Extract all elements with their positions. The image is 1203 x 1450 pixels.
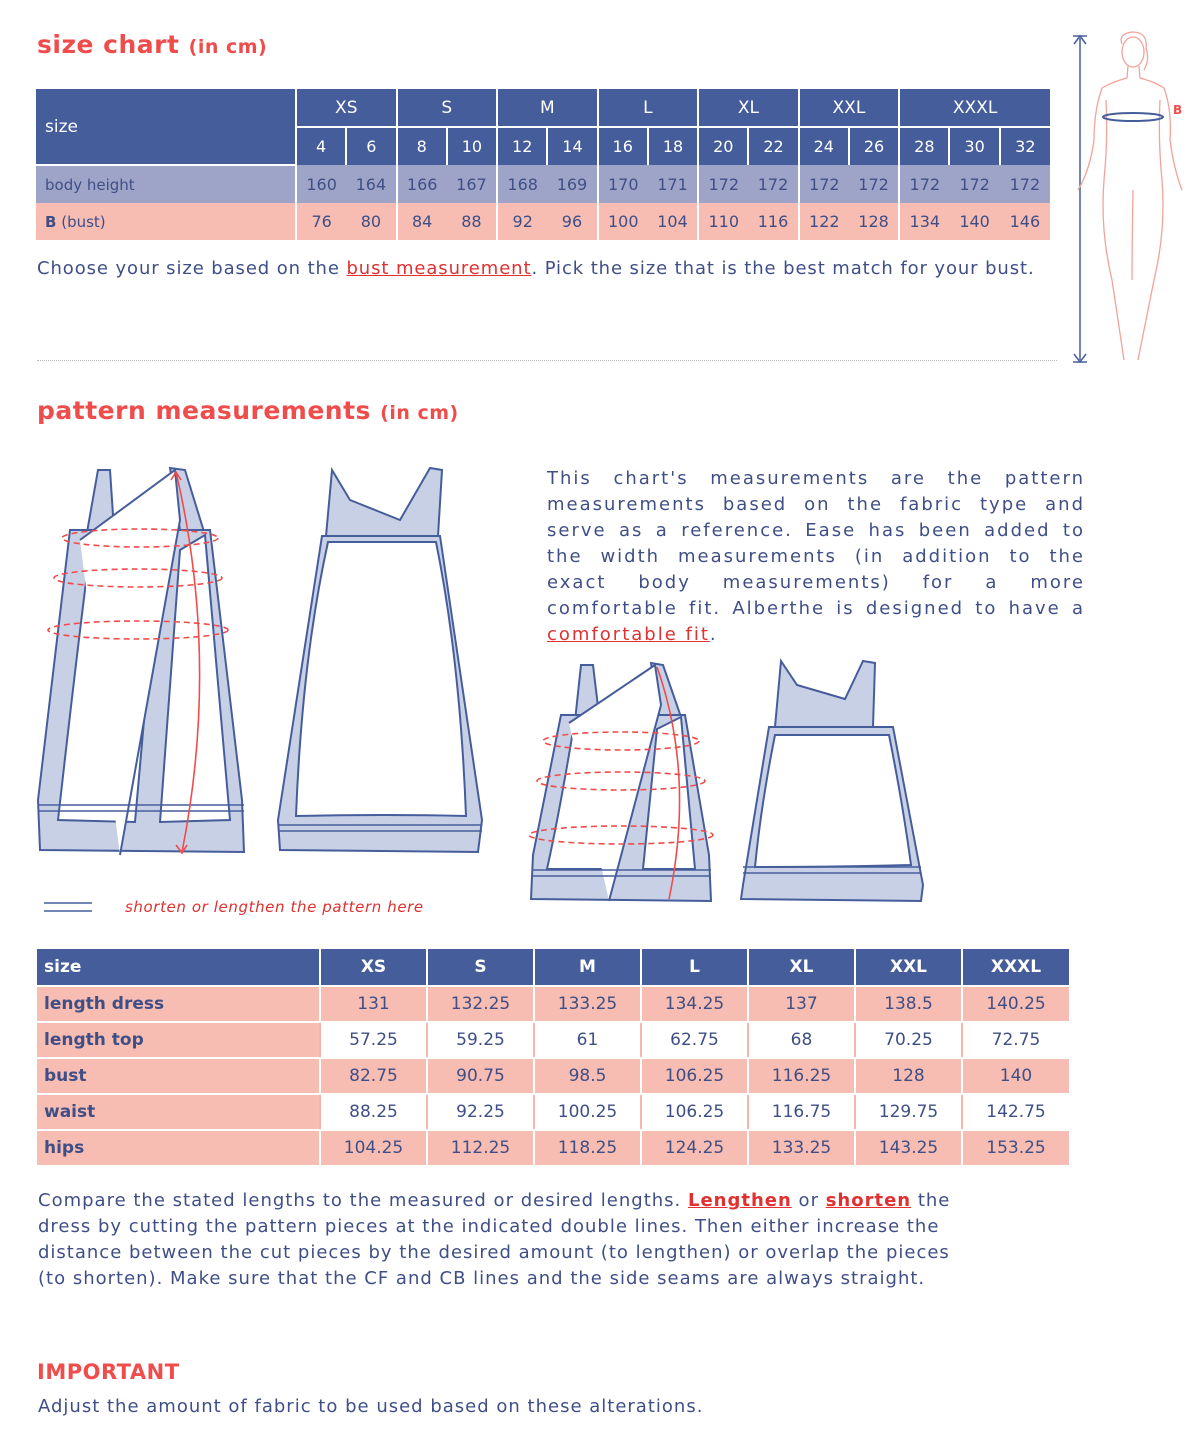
pattern-description: This chart's measurements are the pattern measurements based on the fabric type and serve as a reference. Ease has been added to the width measurements (in addition to the exact body measurements) for a more comfortable fit. Alberthe is designed to have a comfortable fit.	[547, 468, 1085, 645]
important-text: Adjust the amount of fabric to be used based on these alterations.	[38, 1396, 704, 1417]
cell: 90.75	[427, 1058, 534, 1094]
cell: 92	[497, 203, 547, 240]
size-number: 12	[497, 127, 547, 165]
cell: 172	[949, 165, 999, 203]
cell: 129.75	[855, 1094, 962, 1130]
bust-measurement-link[interactable]: bust measurement	[346, 258, 532, 279]
instructions-paragraph: Compare the stated lengths to the measured or desired lengths. Lengthen or shorten the dress by cutting the pattern pieces at the indicated double lines. Then either increase the distance between the cut pieces by the desired amount (to lengthen) or overlap the pieces (to shorten). Make sure that the CF and CB lines and the side seams are always straight.	[38, 1190, 951, 1289]
cell: 116	[748, 203, 798, 240]
cell: 84	[397, 203, 447, 240]
cell: 92.25	[427, 1094, 534, 1130]
body-figure	[1060, 30, 1195, 370]
top-back-illustration	[735, 655, 930, 905]
bust-line	[1103, 113, 1163, 121]
important-heading: IMPORTANT	[37, 1360, 180, 1384]
cell: 98.5	[534, 1058, 641, 1094]
cell: 88.25	[320, 1094, 427, 1130]
row-label: body height	[36, 165, 296, 203]
cell: 133.25	[534, 986, 641, 1022]
size-group-header: XXL	[799, 89, 900, 127]
cell: 140	[962, 1058, 1069, 1094]
cell: 172	[748, 165, 798, 203]
size-chart-note: Choose your size based on the bust measurement. Pick the size that is the best match for your bust.	[37, 258, 1035, 279]
table-row	[37, 1058, 1069, 1094]
cell: 166	[397, 165, 447, 203]
shorten-link[interactable]: shorten	[825, 1190, 912, 1211]
table-row	[37, 986, 1069, 1022]
cell: 140.25	[962, 986, 1069, 1022]
size-number: 16	[598, 127, 648, 165]
size-group-header: XS	[296, 89, 397, 127]
cell: 62.75	[641, 1022, 748, 1058]
size-number: 18	[648, 127, 698, 165]
double-line-icon	[44, 898, 94, 918]
size-header: XS	[320, 949, 427, 986]
cell: 164	[346, 165, 396, 203]
cell: 100	[598, 203, 648, 240]
cell: 118.25	[534, 1130, 641, 1166]
size-number: 22	[748, 127, 798, 165]
size-number: 30	[949, 127, 999, 165]
cell: 106.25	[641, 1058, 748, 1094]
bust-figure-label: B	[1173, 103, 1183, 117]
cell: 104.25	[320, 1130, 427, 1166]
size-group-header: XXXL	[899, 89, 1050, 127]
cell: 138.5	[855, 986, 962, 1022]
row-label: hips	[37, 1130, 320, 1166]
pattern-measurements-table	[37, 949, 1069, 1167]
cell: 172	[698, 165, 748, 203]
cell: 61	[534, 1022, 641, 1058]
table-row	[37, 1130, 1069, 1166]
size-number: 26	[849, 127, 899, 165]
cell: 142.75	[962, 1094, 1069, 1130]
size-chart-title: size chart (in cm)	[37, 30, 268, 59]
pattern-title: pattern measurements (in cm)	[37, 396, 459, 425]
cell: 70.25	[855, 1022, 962, 1058]
size-header: L	[641, 949, 748, 986]
cell: 57.25	[320, 1022, 427, 1058]
cell: 134	[899, 203, 949, 240]
size-number: 6	[346, 127, 396, 165]
cell: 106.25	[641, 1094, 748, 1130]
size-header: XL	[748, 949, 855, 986]
cell: 112.25	[427, 1130, 534, 1166]
cell: 153.25	[962, 1130, 1069, 1166]
cell: 133.25	[748, 1130, 855, 1166]
cell: 88	[447, 203, 497, 240]
cell: 124.25	[641, 1130, 748, 1166]
row-label: bust	[37, 1058, 320, 1094]
size-number: 14	[547, 127, 597, 165]
bust-row	[36, 203, 1050, 240]
cell: 80	[346, 203, 396, 240]
size-number: 28	[899, 127, 949, 165]
cell: 116.75	[748, 1094, 855, 1130]
cell: 131	[320, 986, 427, 1022]
size-header: M	[534, 949, 641, 986]
legend-text: shorten or lengthen the pattern here	[125, 898, 424, 916]
row-label: length dress	[37, 986, 320, 1022]
size-header: XXXL	[962, 949, 1069, 986]
top-front-illustration	[525, 655, 720, 905]
cell: 167	[447, 165, 497, 203]
dress-front-illustration	[30, 460, 260, 860]
comfortable-fit-link[interactable]: comfortable fit	[547, 624, 710, 645]
size-header: S	[427, 949, 534, 986]
cell: 59.25	[427, 1022, 534, 1058]
cell: 169	[547, 165, 597, 203]
table-header	[37, 949, 1069, 986]
cell: 171	[648, 165, 698, 203]
cell: 100.25	[534, 1094, 641, 1130]
cell: 132.25	[427, 986, 534, 1022]
size-number: 8	[397, 127, 447, 165]
size-header-label: size	[36, 89, 296, 165]
cell: 170	[598, 165, 648, 203]
cell: 172	[849, 165, 899, 203]
cell: 172	[1000, 165, 1050, 203]
cell: 82.75	[320, 1058, 427, 1094]
row-label: length top	[37, 1022, 320, 1058]
size-group-header: M	[497, 89, 598, 127]
row-label: B (bust)	[36, 203, 296, 240]
section-divider	[37, 360, 1057, 361]
size-number: 24	[799, 127, 849, 165]
size-group-header: L	[598, 89, 699, 127]
cell: 116.25	[748, 1058, 855, 1094]
cell: 128	[849, 203, 899, 240]
cell: 128	[855, 1058, 962, 1094]
size-number: 10	[447, 127, 497, 165]
table-row	[37, 1022, 1069, 1058]
cell: 110	[698, 203, 748, 240]
cell: 146	[1000, 203, 1050, 240]
size-number: 4	[296, 127, 346, 165]
cell: 96	[547, 203, 597, 240]
cell: 72.75	[962, 1022, 1069, 1058]
cell: 76	[296, 203, 346, 240]
cell: 140	[949, 203, 999, 240]
cell: 134.25	[641, 986, 748, 1022]
cell: 172	[799, 165, 849, 203]
size-number: 32	[1000, 127, 1050, 165]
cell: 143.25	[855, 1130, 962, 1166]
size-group-header: XL	[698, 89, 799, 127]
cell: 68	[748, 1022, 855, 1058]
size-header: XXL	[855, 949, 962, 986]
row-label: waist	[37, 1094, 320, 1130]
size-chart-table	[36, 89, 1050, 240]
size-number: 20	[698, 127, 748, 165]
cell: 122	[799, 203, 849, 240]
table-row	[37, 1094, 1069, 1130]
figure-outline-icon	[1078, 32, 1182, 360]
lengthen-link[interactable]: Lengthen	[688, 1190, 792, 1211]
cell: 168	[497, 165, 547, 203]
cell: 172	[899, 165, 949, 203]
size-group-header: S	[397, 89, 498, 127]
cell: 160	[296, 165, 346, 203]
dress-back-illustration	[270, 460, 495, 860]
header-label: size	[37, 949, 320, 986]
body-height-row	[36, 165, 1050, 203]
cell: 137	[748, 986, 855, 1022]
cell: 104	[648, 203, 698, 240]
